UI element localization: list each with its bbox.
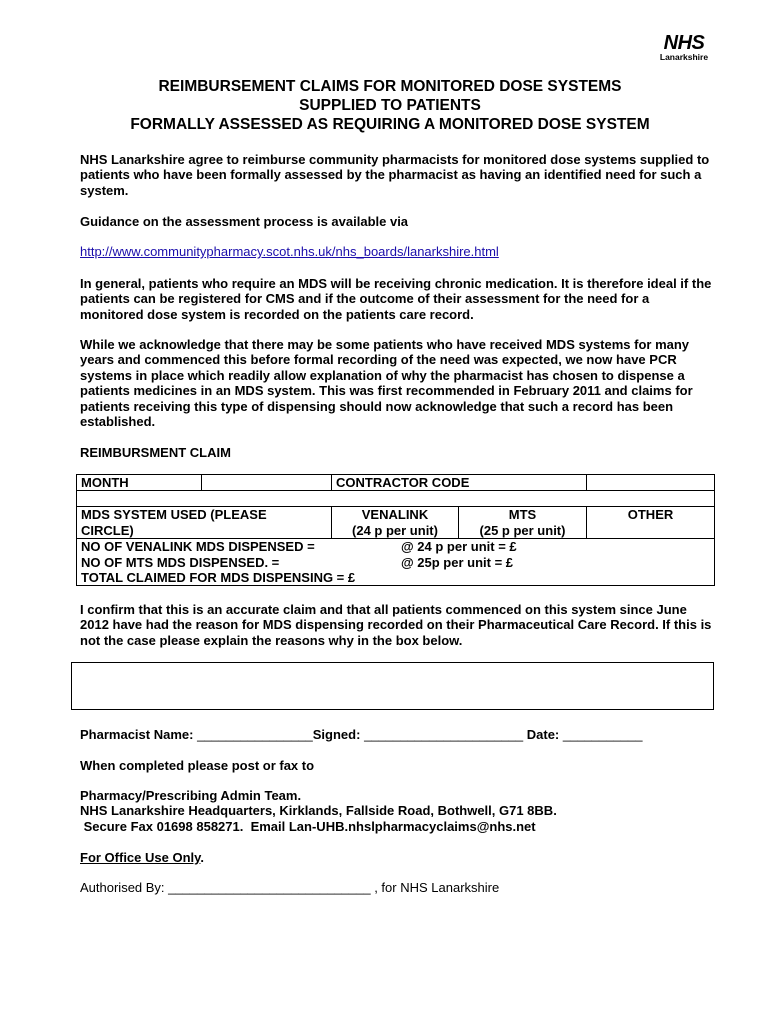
address-line-2: NHS Lanarkshire Headquarters, Kirklands, Fallside Road, Bothwell, G71 8BB.: [80, 803, 557, 819]
system-used-line-1: MDS SYSTEM USED (PLEASE: [81, 507, 267, 523]
venalink-label: VENALINK: [361, 507, 429, 523]
guidance-text: Guidance on the assessment process is available via: [80, 214, 409, 229]
system-used-line-2: CIRCLE): [81, 522, 134, 538]
guidance-link[interactable]: http://www.communitypharmacy.scot.nhs.uk/nhs_boards/lanarkshire.html: [80, 244, 499, 259]
intro-paragraph: NHS Lanarkshire agree to reimburse community pharmacists for monitored dose systems supplied to patients who have been formally assessed by the pharmacist as having an identified need for such a system.: [80, 152, 710, 198]
mts-calc: @ 25p per unit = £: [401, 554, 514, 570]
reason-explanation-box[interactable]: [71, 662, 714, 710]
month-value-cell[interactable]: [202, 475, 332, 491]
office-use-dot: .: [200, 850, 205, 865]
office-use-heading: [80, 850, 715, 865]
mts-rate: (25 p per unit): [479, 522, 566, 538]
title-line-3: FORMALLY ASSESSED AS REQUIRING A MONITORED DOSE SYSTEM: [130, 116, 650, 133]
logo-sub-text: Lanarkshire: [659, 52, 709, 62]
title-line-1: REIMBURSEMENT CLAIMS FOR MONITORED DOSE SYSTEMS: [158, 78, 622, 95]
authorised-by-line[interactable]: Authorised By: ____________________________ , for NHS Lanarkshire: [80, 880, 500, 895]
mts-dispensed-label: NO OF MTS MDS DISPENSED. =: [81, 554, 280, 570]
link-wrapper: [80, 244, 715, 259]
office-use-text: For Office Use Only: [80, 850, 201, 865]
mts-label: MTS: [508, 507, 537, 523]
venalink-dispensed-row: [81, 539, 710, 554]
signed-label: Signed:: [312, 727, 361, 742]
month-label: MONTH: [77, 475, 202, 491]
address-line-3: Secure Fax 01698 858271. Email Lan-UHB.nhslpharmacyclaims@nhs.net: [80, 818, 536, 834]
other-option[interactable]: OTHER: [587, 507, 715, 539]
contractor-code-value-cell[interactable]: [587, 475, 715, 491]
total-claimed: TOTAL CLAIMED FOR MDS DISPENSING = £: [81, 570, 356, 585]
venalink-option[interactable]: [332, 507, 459, 539]
address-line-1: Pharmacy/Prescribing Admin Team.: [80, 788, 302, 803]
logo-nhs-text: NHS: [663, 32, 705, 54]
title-line-2: SUPPLIED TO PATIENTS: [299, 97, 481, 114]
confirm-paragraph: I confirm that this is an accurate claim and that all patients commenced on this system since June 2012 have had the reason for MDS dispensing recorded on their Pharmaceutical Care Record. If this is not the case please explain the reasons why in the box below.: [80, 602, 712, 648]
page-title: [60, 77, 720, 134]
claim-heading: REIMBURSMENT CLAIM: [80, 445, 231, 460]
pharmacist-name-line[interactable]: ________________: [197, 727, 313, 742]
date-line[interactable]: ___________: [562, 727, 643, 742]
spacer-row: [77, 491, 715, 507]
signature-row: [80, 727, 715, 742]
contractor-code-label: CONTRACTOR CODE: [332, 475, 587, 491]
pharmacist-name-label: Pharmacist Name:: [80, 727, 194, 742]
venalink-rate: (24 p per unit): [352, 522, 438, 538]
mts-option[interactable]: [459, 507, 587, 539]
acknowledge-paragraph: While we acknowledge that there may be some patients who have received MDS systems for many years and commenced this before formal recording of the need was expected, we now have PCR systems in place which readily allow explanation of why the pharmacist has chosen to dispense a patients medicines in an MDS system. This was first recommended in February 2011 and claims for patients receiving this type of dispensing should now acknowledge that such a record has been established.: [80, 337, 693, 430]
date-label: Date:: [526, 727, 560, 742]
claim-table: [76, 474, 715, 586]
dispensed-rows: [77, 539, 715, 586]
venalink-dispensed-label: NO OF VENALINK MDS DISPENSED =: [81, 539, 315, 555]
general-paragraph: In general, patients who require an MDS will be receiving chronic medication. It is therefore ideal if the patients can be registered for CMS and if the outcome of their assessment for the need for a monitored dose system is recorded on the patients care record.: [80, 276, 712, 322]
system-used-label: [77, 507, 332, 539]
nhs-lanarkshire-logo: [654, 33, 714, 62]
signed-line[interactable]: ______________________: [364, 727, 524, 742]
address-block: [80, 788, 715, 834]
mts-dispensed-row: [81, 555, 710, 570]
venalink-calc: @ 24 p per unit = £: [401, 539, 517, 555]
post-fax-text: When completed please post or fax to: [80, 758, 315, 773]
